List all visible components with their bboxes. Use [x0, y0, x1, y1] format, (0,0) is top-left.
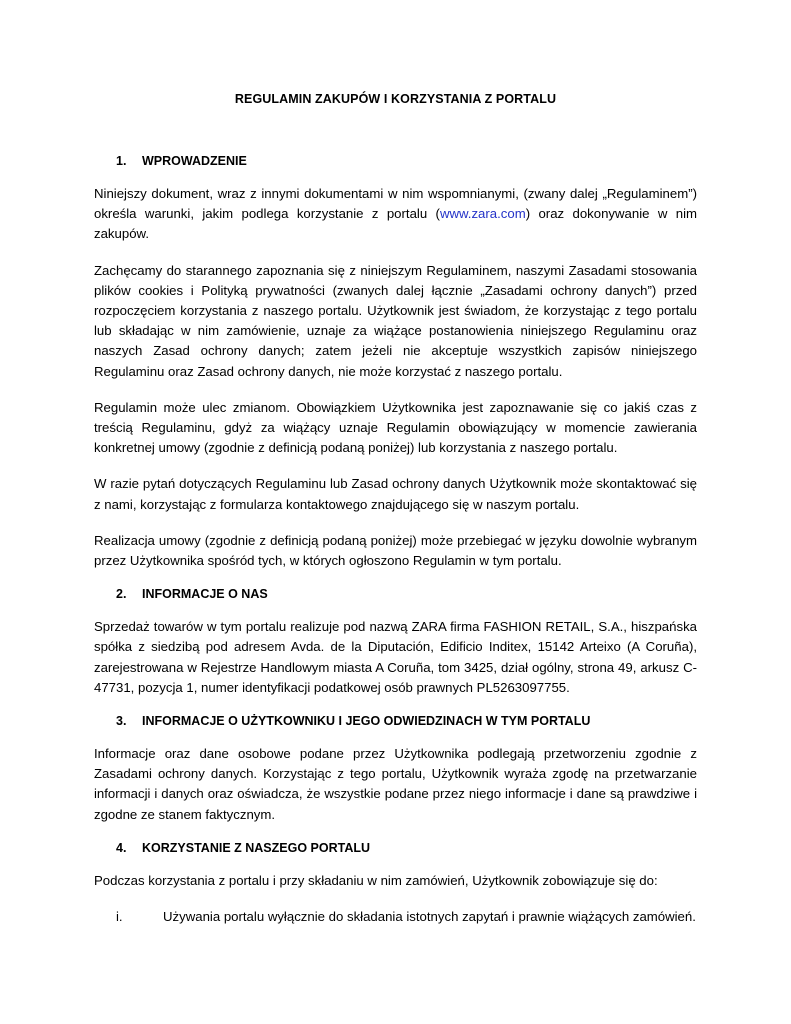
- paragraph-text: ) oraz dokonywanie w nim zakupów.: [94, 206, 697, 242]
- section-title: INFORMACJE O UŻYTKOWNIKU I JEGO ODWIEDZINACH W TYM PORTALU: [142, 714, 591, 729]
- list-item: [94, 907, 697, 927]
- section-number: 4.: [116, 840, 127, 855]
- document-title: REGULAMIN ZAKUPÓW I KORZYSTANIA Z PORTALU: [234, 92, 557, 106]
- paragraph: [94, 184, 697, 245]
- section-heading-1: [94, 154, 697, 168]
- paragraph: W razie pytań dotyczących Regulaminu lub Zasad ochrony danych Użytkownik może skontaktować się z nami, korzystając z formularza kontaktowego znajdującego się w naszym portalu.: [94, 476, 697, 512]
- section-heading-3: [94, 714, 697, 728]
- paragraph-text: Niniejszy dokument, wraz z innymi dokumentami w nim wspomnianymi, (zwany dalej „Regulaminem”) określa warunki, jakim podlega korzystanie z portalu (: [94, 186, 697, 222]
- section-number: 3.: [116, 714, 127, 729]
- paragraph: Regulamin może ulec zmianom. Obowiązkiem Użytkownika jest zapoznawanie się co jakiś czas z treścią Regulaminu, gdyż za wiążący uznaje Regulamin obowiązujący w momencie zawierania konkretnej umowy (zgodnie z definicją podaną poniżej) lub korzystania z naszego portalu.: [94, 399, 697, 456]
- section-title: INFORMACJE O NAS: [142, 587, 268, 602]
- paragraph: Realizacja umowy (zgodnie z definicją podaną poniżej) może przebiegać w języku dowolnie wybranym przez Użytkownika spośród tych, w których ogłoszono Regulamin w tym portalu.: [94, 532, 697, 569]
- section-heading-4: [94, 841, 697, 855]
- section-title: WPROWADZENIE: [142, 154, 247, 168]
- website-link[interactable]: www.zara.com: [439, 206, 526, 222]
- section-heading-2: [94, 587, 697, 601]
- paragraph: Sprzedaż towarów w tym portalu realizuje pod nazwą ZARA firma FASHION RETAIL, S.A., hiszpańska spółka z siedzibą pod adresem Avda. de la Diputación, Edificio Inditex, 15142 Arteixo (A Coruña), zarejestrowana w Rejestrze Handlowym miasta A Coruña, tom 3425, dział ogólny, strona 49, arkusz C-47731, pozycja 1, numer identyfikacji podatkowej osób prawnych PL5263097755.: [94, 619, 697, 695]
- paragraph: Zachęcamy do starannego zapoznania się z niniejszym Regulaminem, naszymi Zasadami stosowania plików cookies i Polityką prywatności (zwanych dalej łącznie „Zasadami ochrony danych”) przed rozpoczęciem korzystania z naszego portalu. Użytkownik jest świadom, że korzystając z tego portalu lub składając w nim zamówienie, uznaje za wiążące postanowienia niniejszego Regulaminu oraz naszych Zasad ochrony danych; zatem jeżeli nie akceptuje wszystkich zapisów niniejszego Regulaminu oraz Zasad ochrony danych, nie może korzystać z naszego portalu.: [94, 262, 697, 379]
- paragraph: Podczas korzystania z portalu i przy składaniu w nim zamówień, Użytkownik zobowiązuje się do:: [94, 872, 658, 888]
- section-number: 1.: [116, 154, 127, 168]
- section-number: 2.: [116, 587, 127, 602]
- paragraph: Informacje oraz dane osobowe podane przez Użytkownika podlegają przetworzeniu zgodnie z Zasadami ochrony danych. Korzystając z tego portalu, Użytkownik wyraża zgodę na przetwarzanie informacji i danych oraz oświadcza, że wszystkie podane przez niego informacje i dane są prawdziwe i zgodne ze stanem faktycznym.: [94, 746, 697, 822]
- section-title: KORZYSTANIE Z NASZEGO PORTALU: [142, 840, 371, 855]
- list-marker: i.: [116, 909, 123, 925]
- list-item-text: Używania portalu wyłącznie do składania istotnych zapytań i prawnie wiążących zamówień.: [163, 909, 696, 925]
